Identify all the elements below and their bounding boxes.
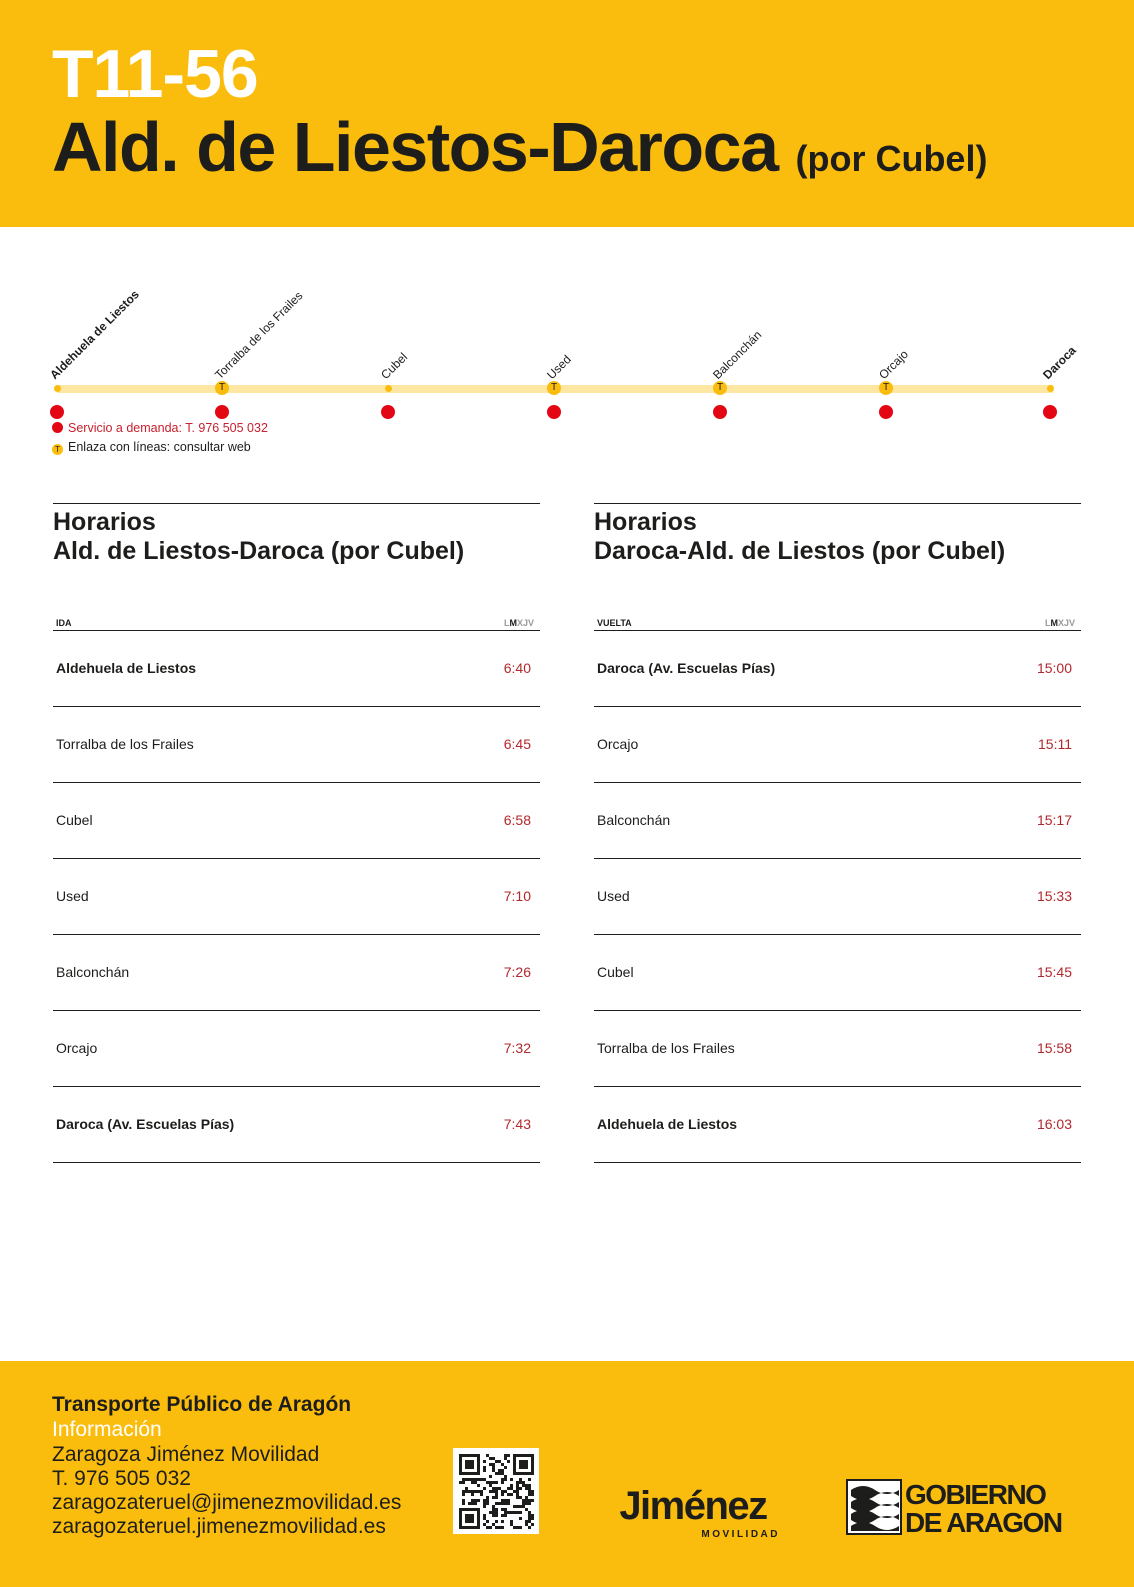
stop-label: Daroca bbox=[1040, 343, 1079, 382]
gobierno-aragon-logo bbox=[845, 1478, 1083, 1536]
schedule-title bbox=[53, 508, 540, 566]
row-time: 6:40 bbox=[503, 660, 531, 676]
schedule-title-line1: Horarios bbox=[53, 508, 156, 536]
footer-info-label: Información bbox=[52, 1418, 162, 1441]
day-inactive: L bbox=[1044, 618, 1051, 628]
legend-on-demand bbox=[52, 421, 268, 435]
table-row bbox=[594, 1011, 1081, 1087]
service-days bbox=[504, 618, 534, 628]
row-stop-name: Cubel bbox=[56, 812, 93, 828]
row-stop-name: Aldehuela de Liestos bbox=[597, 1116, 738, 1132]
schedule-outbound bbox=[53, 503, 540, 1132]
aragon-logo-line2: DE ARAGON bbox=[905, 1507, 1062, 1536]
day-active: M bbox=[1050, 618, 1058, 628]
table-row bbox=[53, 935, 540, 1011]
direction-label: VUELTA bbox=[597, 618, 632, 628]
stop-dot-icon bbox=[385, 385, 392, 392]
footer-company: Zaragoza Jiménez Movilidad bbox=[52, 1443, 320, 1466]
schedule-rows bbox=[594, 631, 1081, 1163]
row-stop-name: Orcajo bbox=[597, 736, 639, 752]
on-demand-dot-icon bbox=[879, 405, 893, 419]
aragon-logo-line1: GOBIERNO bbox=[905, 1479, 1046, 1510]
row-time: 15:45 bbox=[1036, 964, 1072, 980]
on-demand-dot-icon bbox=[547, 405, 561, 419]
table-row bbox=[594, 935, 1081, 1011]
row-time: 6:58 bbox=[503, 812, 531, 828]
legend-on-demand-text: Servicio a demanda: T. 976 505 032 bbox=[68, 421, 268, 435]
jimenez-logo-sub: MOVILIDAD bbox=[701, 1529, 780, 1539]
stop-label: Orcajo bbox=[876, 347, 911, 382]
table-row bbox=[594, 859, 1081, 935]
stop-dot-icon bbox=[54, 385, 61, 392]
row-time: 7:26 bbox=[503, 964, 531, 980]
stop-label: Cubel bbox=[378, 349, 411, 382]
footer bbox=[0, 1361, 1134, 1587]
schedule-rows bbox=[53, 631, 540, 1163]
legend-connection bbox=[52, 440, 251, 455]
row-time: 7:32 bbox=[503, 1040, 531, 1056]
footer-website[interactable]: zaragozateruel.jimenezmovilidad.es bbox=[52, 1515, 386, 1538]
on-demand-dot-icon bbox=[52, 422, 63, 433]
row-stop-name: Daroca (Av. Escuelas Pías) bbox=[597, 660, 776, 676]
connection-t-icon: T bbox=[879, 381, 893, 395]
row-time: 15:58 bbox=[1036, 1040, 1072, 1056]
direction-label: IDA bbox=[56, 618, 72, 628]
footer-organization: Transporte Público de Aragón bbox=[52, 1393, 352, 1416]
route-name: Ald. de Liestos-Daroca bbox=[52, 108, 778, 186]
qr-code-icon[interactable] bbox=[453, 1448, 539, 1534]
row-stop-name: Cubel bbox=[597, 964, 634, 980]
table-row bbox=[594, 631, 1081, 707]
on-demand-dot-icon bbox=[215, 405, 229, 419]
schedule-return bbox=[594, 503, 1081, 1132]
header-banner bbox=[0, 0, 1134, 227]
row-stop-name: Balconchán bbox=[597, 812, 671, 828]
route-diagram bbox=[0, 260, 1134, 460]
connection-t-icon: T bbox=[52, 444, 63, 455]
row-time: 16:03 bbox=[1036, 1116, 1072, 1132]
jimenez-logo-text: Jiménez bbox=[619, 1484, 767, 1528]
table-row bbox=[594, 1087, 1081, 1163]
day-inactive: L bbox=[503, 618, 510, 628]
row-stop-name: Orcajo bbox=[56, 1040, 98, 1056]
row-stop-name: Used bbox=[56, 888, 89, 904]
jimenez-logo bbox=[598, 1483, 788, 1539]
on-demand-dot-icon bbox=[713, 405, 727, 419]
row-stop-name: Daroca (Av. Escuelas Pías) bbox=[56, 1116, 235, 1132]
row-stop-name: Used bbox=[597, 888, 630, 904]
row-stop-name: Aldehuela de Liestos bbox=[56, 660, 197, 676]
row-stop-name: Torralba de los Frailes bbox=[56, 736, 194, 752]
service-days bbox=[1045, 618, 1075, 628]
stop-label: Used bbox=[544, 352, 574, 382]
table-row bbox=[53, 631, 540, 707]
on-demand-dot-icon bbox=[50, 405, 64, 419]
row-time: 15:00 bbox=[1036, 660, 1072, 676]
table-row bbox=[53, 707, 540, 783]
route-code: T11-56 bbox=[52, 36, 258, 112]
stop-label: Balconchán bbox=[710, 327, 765, 382]
row-time: 7:43 bbox=[503, 1116, 531, 1132]
table-row bbox=[53, 1011, 540, 1087]
schedule-header bbox=[53, 616, 540, 631]
table-row bbox=[594, 707, 1081, 783]
row-stop-name: Torralba de los Frailes bbox=[597, 1040, 735, 1056]
day-inactive: XJV bbox=[516, 618, 534, 628]
row-stop-name: Balconchán bbox=[56, 964, 130, 980]
table-row bbox=[53, 1087, 540, 1163]
table-row bbox=[53, 859, 540, 935]
on-demand-dot-icon bbox=[381, 405, 395, 419]
row-time: 15:11 bbox=[1038, 736, 1072, 752]
schedule-title-line2: Ald. de Liestos-Daroca (por Cubel) bbox=[53, 537, 465, 565]
table-row bbox=[594, 783, 1081, 859]
day-active: M bbox=[509, 618, 517, 628]
connection-t-icon: T bbox=[713, 381, 727, 395]
row-time: 7:10 bbox=[503, 888, 531, 904]
row-time: 15:17 bbox=[1036, 812, 1072, 828]
table-row bbox=[53, 783, 540, 859]
row-time: 6:45 bbox=[503, 736, 531, 752]
stop-label: Torralba de los Frailes bbox=[212, 288, 306, 382]
footer-email[interactable]: zaragozateruel@jimenezmovilidad.es bbox=[52, 1491, 402, 1514]
stop-dot-icon bbox=[1047, 385, 1054, 392]
schedule-title bbox=[594, 508, 1081, 566]
row-time: 15:33 bbox=[1036, 888, 1072, 904]
day-inactive: XJV bbox=[1057, 618, 1075, 628]
route-via: (por Cubel) bbox=[795, 138, 988, 179]
legend-connection-text: Enlaza con líneas: consultar web bbox=[68, 440, 251, 454]
connection-t-icon: T bbox=[215, 381, 229, 395]
on-demand-dot-icon bbox=[1043, 405, 1057, 419]
footer-phone: T. 976 505 032 bbox=[52, 1467, 191, 1490]
route-title bbox=[52, 108, 988, 186]
schedule-title-line1: Horarios bbox=[594, 508, 697, 536]
connection-t-icon: T bbox=[547, 381, 561, 395]
schedule-title-line2: Daroca-Ald. de Liestos (por Cubel) bbox=[594, 537, 1006, 565]
stop-label: Aldehuela de Liestos bbox=[47, 287, 142, 382]
schedule-header bbox=[594, 616, 1081, 631]
